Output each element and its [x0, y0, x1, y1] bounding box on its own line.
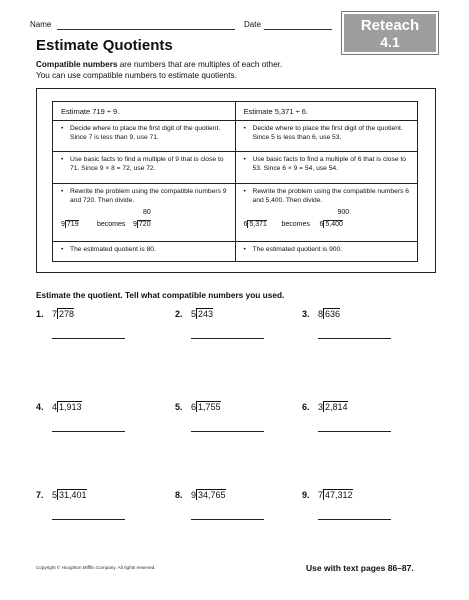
example-1-quotient: 80 — [143, 208, 151, 216]
intro-term: Compatible numbers — [36, 60, 118, 69]
example-1-step3: • Rewrite the problem using the compatible numbers 9 and 720. Then divide. — [61, 187, 230, 205]
example-2-step3: • Rewrite the problem using the compatible numbers 6 and 5,400. Then divide. — [244, 187, 413, 205]
problem-dividend: 1,755 — [198, 402, 221, 412]
problem-divisor: 7 — [318, 490, 324, 500]
problem-number: 4. — [36, 402, 44, 412]
answer-line[interactable] — [52, 431, 125, 432]
intro-definition: are numbers that are multiples of each other. — [117, 60, 283, 69]
answer-line[interactable] — [318, 431, 391, 432]
problem-dividend: 243 — [198, 309, 214, 319]
answer-line[interactable] — [191, 519, 264, 520]
page-title: Estimate Quotients — [36, 37, 173, 54]
problem-divisor: 4 — [52, 402, 58, 412]
answer-line[interactable] — [52, 519, 125, 520]
example-2-step1: • Decide where to place the first digit of the quotient. Since 5 is less than 6, use 53. — [244, 124, 413, 142]
problem-divisor: 8 — [318, 309, 324, 319]
problem-dividend: 2,814 — [325, 402, 348, 412]
date-line[interactable] — [264, 29, 332, 30]
example-2-result: • The estimated quotient is 900. — [244, 245, 413, 254]
directions: Estimate the quotient. Tell what compatible numbers you used. — [36, 290, 285, 300]
problem-dividend: 1,913 — [59, 402, 82, 412]
example-2-step2: • Use basic facts to find a multiple of 6 that is close to 53. Since 6 × 9 = 54, use 54. — [244, 155, 413, 173]
problem-number: 6. — [302, 402, 310, 412]
problem-dividend: 278 — [59, 309, 75, 319]
badge-number: 4.1 — [380, 34, 400, 50]
intro-line2: You can use compatible numbers to estimate quotients. — [36, 71, 237, 80]
example-1-becomes: becomes — [97, 220, 126, 228]
problem-dividend: 636 — [325, 309, 341, 319]
example-1-dividend-a: 719 — [66, 220, 79, 228]
badge-title: Reteach — [360, 17, 420, 34]
example-2-dividend-a: 5,371 — [249, 220, 267, 228]
example-2-dividend-b: 5,400 — [325, 220, 343, 228]
problem-dividend: 47,312 — [325, 490, 353, 500]
example-1-result: • The estimated quotient is 80. — [61, 245, 230, 254]
problem-divisor: 5 — [52, 490, 58, 500]
problem-number: 1. — [36, 309, 44, 319]
problem-divisor: 6 — [191, 402, 197, 412]
problem-number: 7. — [36, 490, 44, 500]
example-1-divisor-a: 9 — [61, 220, 65, 228]
lesson-badge — [342, 12, 438, 54]
example-1-division — [61, 208, 230, 230]
name-label: Name — [30, 20, 52, 29]
answer-line[interactable] — [318, 519, 391, 520]
example-2-heading: Estimate 5,371 ÷ 6. — [235, 102, 418, 121]
example-2-division — [244, 208, 413, 230]
date-label: Date — [244, 20, 261, 29]
problem-number: 5. — [175, 402, 183, 412]
example-1-dividend-b: 720 — [138, 220, 151, 228]
problem-number: 3. — [302, 309, 310, 319]
name-line[interactable] — [57, 29, 235, 30]
example-1-divisor-b: 9 — [133, 220, 137, 228]
example-2-becomes: becomes — [281, 220, 310, 228]
example-2-quotient: 900 — [337, 208, 350, 216]
problem-number: 8. — [175, 490, 183, 500]
problem-divisor: 7 — [52, 309, 58, 319]
example-table — [52, 101, 418, 262]
text-pages-reference: Use with text pages 86–87. — [306, 563, 414, 573]
example-1-step2: • Use basic facts to find a multiple of 9 that is close to 71. Since 9 × 8 = 72, use 72. — [61, 155, 230, 173]
problem-number: 2. — [175, 309, 183, 319]
example-1-step1: • Decide where to place the first digit of the quotient. Since 7 is less than 9, use 71. — [61, 124, 230, 142]
answer-line[interactable] — [318, 338, 391, 339]
problem-dividend: 34,765 — [198, 490, 226, 500]
answer-line[interactable] — [52, 338, 125, 339]
copyright-notice: Copyright © Houghton Mifflin Company. All rights reserved. — [36, 565, 156, 570]
example-1-heading: Estimate 719 ÷ 9. — [53, 102, 236, 121]
answer-line[interactable] — [191, 338, 264, 339]
example-2-divisor-b: 6 — [319, 220, 324, 228]
problem-dividend: 31,401 — [59, 490, 87, 500]
problem-divisor: 5 — [191, 309, 197, 319]
problem-divisor: 9 — [191, 490, 197, 500]
intro-text — [36, 59, 436, 81]
problem-number: 9. — [302, 490, 310, 500]
example-2-divisor-a: 6 — [243, 220, 248, 228]
answer-line[interactable] — [191, 431, 264, 432]
problem-divisor: 3 — [318, 402, 324, 412]
